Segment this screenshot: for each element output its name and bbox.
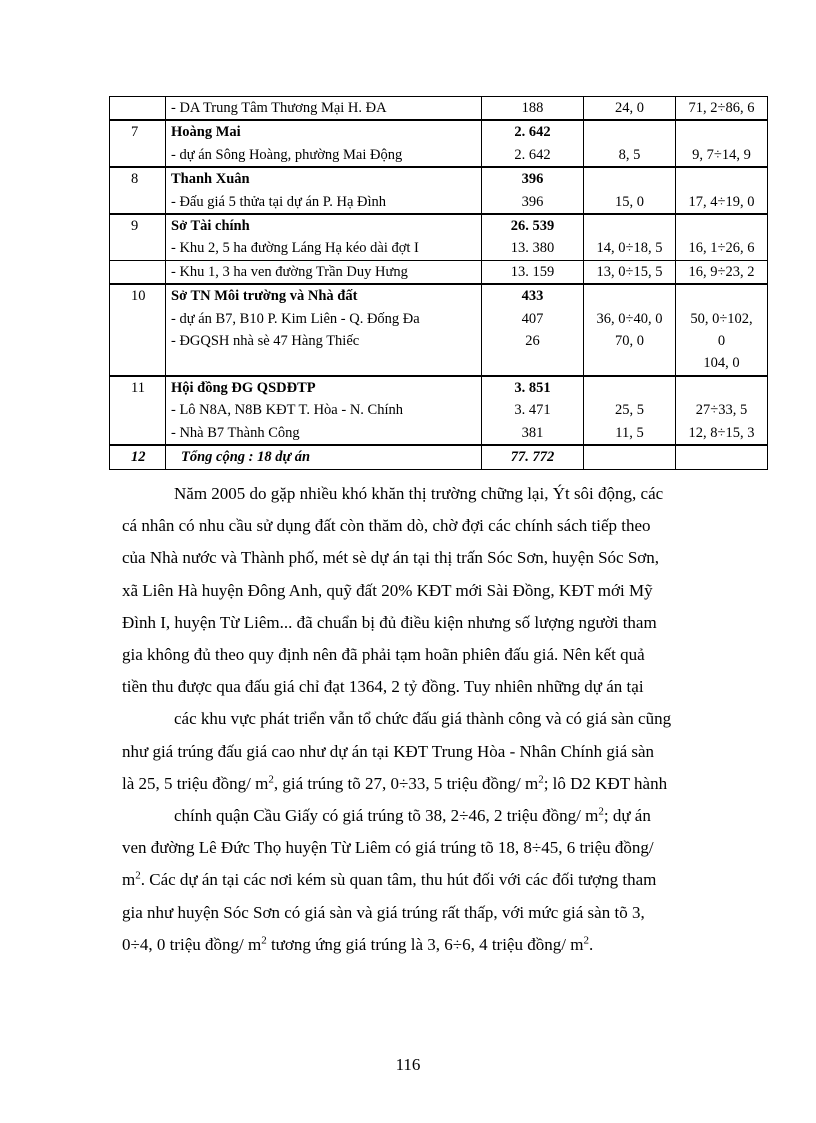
winning-price-cell (676, 376, 768, 445)
spacer (681, 121, 762, 143)
empty-cell (584, 445, 676, 469)
floor-price-cell (584, 120, 676, 167)
area-cell (482, 97, 584, 121)
row-number-cell (110, 167, 166, 214)
project-winning-price: 16, 1÷26, 6 (688, 240, 755, 257)
project-floor-price: 14, 0÷18, 5 (596, 240, 663, 257)
paragraph-line: 0÷4, 0 triệu đồng/ $m^2$ tương ứng giá trúng là 3, 6÷6, 4 triệu đồng/ $m^2$. (122, 934, 594, 954)
project-winning-price: 12, 8÷15, 3 (688, 424, 755, 441)
row-number: 7 (131, 124, 139, 141)
project-area: 2. 642 (514, 146, 551, 163)
row-number-cell (110, 260, 166, 284)
project-winning-price: 71, 2÷86, 6 (688, 100, 755, 116)
project-area: 188 (521, 100, 544, 116)
project-area: 13. 159 (510, 263, 555, 280)
area-cell (482, 284, 584, 376)
row-number: 8 (131, 171, 139, 188)
description-cell (166, 167, 482, 214)
project-area: 26 (525, 333, 540, 350)
page-number: 116 (395, 1055, 421, 1074)
spacer (589, 215, 670, 237)
total-area-cell (482, 445, 584, 469)
project-name: - Lô N8A, N8B KĐT T. Hòa - N. Chính (171, 402, 403, 419)
group-total: 3. 851 (514, 379, 551, 396)
paragraph-line: tiền thu được qua đấu giá chỉ đạt 1364, 2 tỷ đồng. Tuy nhiên những dự án tại (122, 677, 644, 697)
table-row (110, 167, 768, 214)
description-cell (166, 120, 482, 167)
winning-price-cell (676, 97, 768, 121)
paragraph-line: của Nhà nước và Thành phố, mét sè dự án tại thị trấn Sóc Sơn, huyện Sóc Sơn, (122, 548, 660, 568)
table-row (110, 260, 768, 284)
winning-price-cell (676, 260, 768, 284)
row-number: 11 (131, 379, 145, 396)
description-cell (166, 260, 482, 284)
row-number: 10 (131, 288, 146, 305)
project-floor-price (589, 352, 670, 374)
spacer (681, 215, 762, 237)
row-number-cell (110, 376, 166, 445)
area-cell (482, 167, 584, 214)
total-area: 77. 772 (510, 449, 555, 466)
body-paragraph (122, 478, 772, 961)
description-cell (166, 214, 482, 260)
project-winning-price: 16, 9÷23, 2 (688, 263, 755, 280)
spacer (589, 285, 670, 307)
table-row (110, 120, 768, 167)
group-name: Sở TN Môi trường và Nhà đất (171, 288, 358, 305)
total-label-cell (166, 445, 482, 469)
project-floor-price: 13, 0÷15, 5 (596, 263, 663, 280)
project-name: - DA Trung Tâm Thương Mại H. ĐA (171, 100, 387, 116)
table-row (110, 214, 768, 260)
table-row (110, 284, 768, 376)
floor-price-cell (584, 214, 676, 260)
project-winning-price: 27÷33, 5 (695, 402, 748, 419)
project-name: - dự án Sông Hoàng, phường Mai Động (171, 146, 403, 163)
winning-price-cell (676, 120, 768, 167)
area-cell (482, 260, 584, 284)
project-name: - Khu 1, 3 ha ven đường Trần Duy Hưng (171, 263, 408, 280)
project-area: 13. 380 (510, 240, 555, 257)
description-cell (166, 284, 482, 376)
group-total: 2. 642 (514, 124, 551, 141)
total-number: 12 (131, 449, 146, 466)
project-name: - Đấu giá 5 thửa tại dự án P. Hạ Đình (171, 193, 387, 210)
area-cell (482, 376, 584, 445)
paragraph-line: chính quận Cầu Giấy có giá trúng tõ 38, 2÷46, 2 triệu đồng/ $m^2$; dự án (174, 805, 651, 826)
floor-price-cell (584, 167, 676, 214)
project-floor-price: 36, 0÷40, 0 (596, 310, 663, 327)
project-floor-price: 70, 0 (615, 333, 644, 350)
paragraph-line: là 25, 5 triệu đồng/ $m^2$, giá trúng tõ 27, 0÷33, 5 triệu đồng/ $m^2$; lô D2 KĐT hành (122, 773, 668, 793)
project-name: - Khu 2, 5 ha đường Láng Hạ kéo dài đợt I (171, 240, 419, 257)
spacer (681, 377, 762, 399)
project-name: - ĐGQSH nhà sè 47 Hàng Thiếc (171, 333, 360, 350)
spacer (681, 168, 762, 190)
table-row (110, 376, 768, 445)
description-cell (166, 376, 482, 445)
floor-price-cell (584, 97, 676, 121)
paragraph-line: như giá trúng đấu giá cao như dự án tại KĐT Trung Hòa - Nhân Chính giá sàn (122, 741, 655, 761)
group-name: Thanh Xuân (171, 171, 250, 188)
project-winning-price: 50, 0÷102, (690, 310, 753, 327)
spacer (589, 377, 670, 399)
group-name: Sở Tài chính (171, 218, 250, 235)
row-number-cell (110, 120, 166, 167)
project-area: 3. 471 (514, 402, 551, 419)
spacer (589, 168, 670, 190)
paragraph-line: xã Liên Hà huyện Đông Anh, quỹ đất 20% KĐT mới Sài Đồng, KĐT mới Mỹ (122, 580, 653, 600)
table-row (110, 97, 768, 121)
project-floor-price: 24, 0 (615, 100, 644, 116)
description-cell (166, 97, 482, 121)
project-winning-price: 17, 4÷19, 0 (688, 193, 755, 210)
paragraph-line: Năm 2005 do gặp nhiều khó khăn thị trường chững lại, Ýt sôi động, các (174, 484, 664, 503)
project-name (171, 352, 476, 374)
total-number-cell (110, 445, 166, 469)
group-total: 26. 539 (510, 218, 555, 235)
project-floor-price: 11, 5 (615, 424, 644, 441)
paragraph-line: gia không đủ theo quy định nên đã phải tạm hoãn phiên đấu giá. Nên kết quả (122, 645, 645, 665)
total-row (110, 445, 768, 469)
group-total: 433 (521, 288, 544, 305)
area-cell (482, 214, 584, 260)
project-floor-price: 15, 0 (615, 193, 644, 210)
floor-price-cell (584, 284, 676, 376)
project-area: 396 (521, 193, 544, 210)
project-area (487, 352, 578, 374)
spacer (589, 121, 670, 143)
row-number-cell (110, 97, 166, 121)
project-area: 407 (521, 310, 544, 327)
group-total: 396 (521, 171, 544, 188)
row-number-cell (110, 284, 166, 376)
project-floor-price: 25, 5 (615, 402, 644, 419)
spacer (681, 285, 762, 307)
project-area: 381 (521, 424, 544, 441)
floor-price-cell (584, 260, 676, 284)
auction-results-table (109, 96, 768, 470)
winning-price-cell (676, 167, 768, 214)
row-number-cell (110, 214, 166, 260)
paragraph-line: cá nhân có nhu cầu sử dụng đất còn thăm dò, chờ đợi các chính sách tiếp theo (122, 516, 651, 536)
paragraph-line: ven đường Lê Đức Thọ huyện Từ Liêm có giá trúng tõ 18, 8÷45, 6 triệu đồng/ (122, 838, 654, 858)
project-floor-price: 8, 5 (618, 146, 641, 163)
project-winning-price: 0 (717, 333, 726, 350)
area-cell (482, 120, 584, 167)
empty-cell (676, 445, 768, 469)
winning-price-cell (676, 214, 768, 260)
group-name: Hoàng Mai (171, 124, 241, 141)
paragraph-line: các khu vực phát triển vẫn tổ chức đấu giá thành công và có giá sàn cũng (174, 709, 672, 729)
paragraph-line: gia như huyện Sóc Sơn có giá sàn và giá trúng rất thấp, với mức giá sàn tõ 3, (122, 902, 645, 922)
project-winning-price: 9, 7÷14, 9 (692, 146, 751, 163)
project-name: - Nhà B7 Thành Công (171, 424, 300, 441)
paragraph-line: Đình I, huyện Từ Liêm... đã chuẩn bị đủ điều kiện nhưng số lượng người tham (122, 612, 657, 632)
total-label: Tổng cộng : 18 dự án (181, 449, 311, 466)
floor-price-cell (584, 376, 676, 445)
row-number: 9 (131, 218, 139, 235)
paragraph-line: $m^2$. Các dự án tại các nơi kém sù quan tâm, thu hút đối với các đối tượng tham (122, 869, 657, 890)
group-name: Hội đồng ĐG QSDĐTP (171, 379, 316, 396)
winning-price-cell (676, 284, 768, 376)
project-winning-price: 104, 0 (703, 355, 740, 372)
project-name: - dự án B7, B10 P. Kim Liên - Q. Đống Đa (171, 310, 420, 327)
